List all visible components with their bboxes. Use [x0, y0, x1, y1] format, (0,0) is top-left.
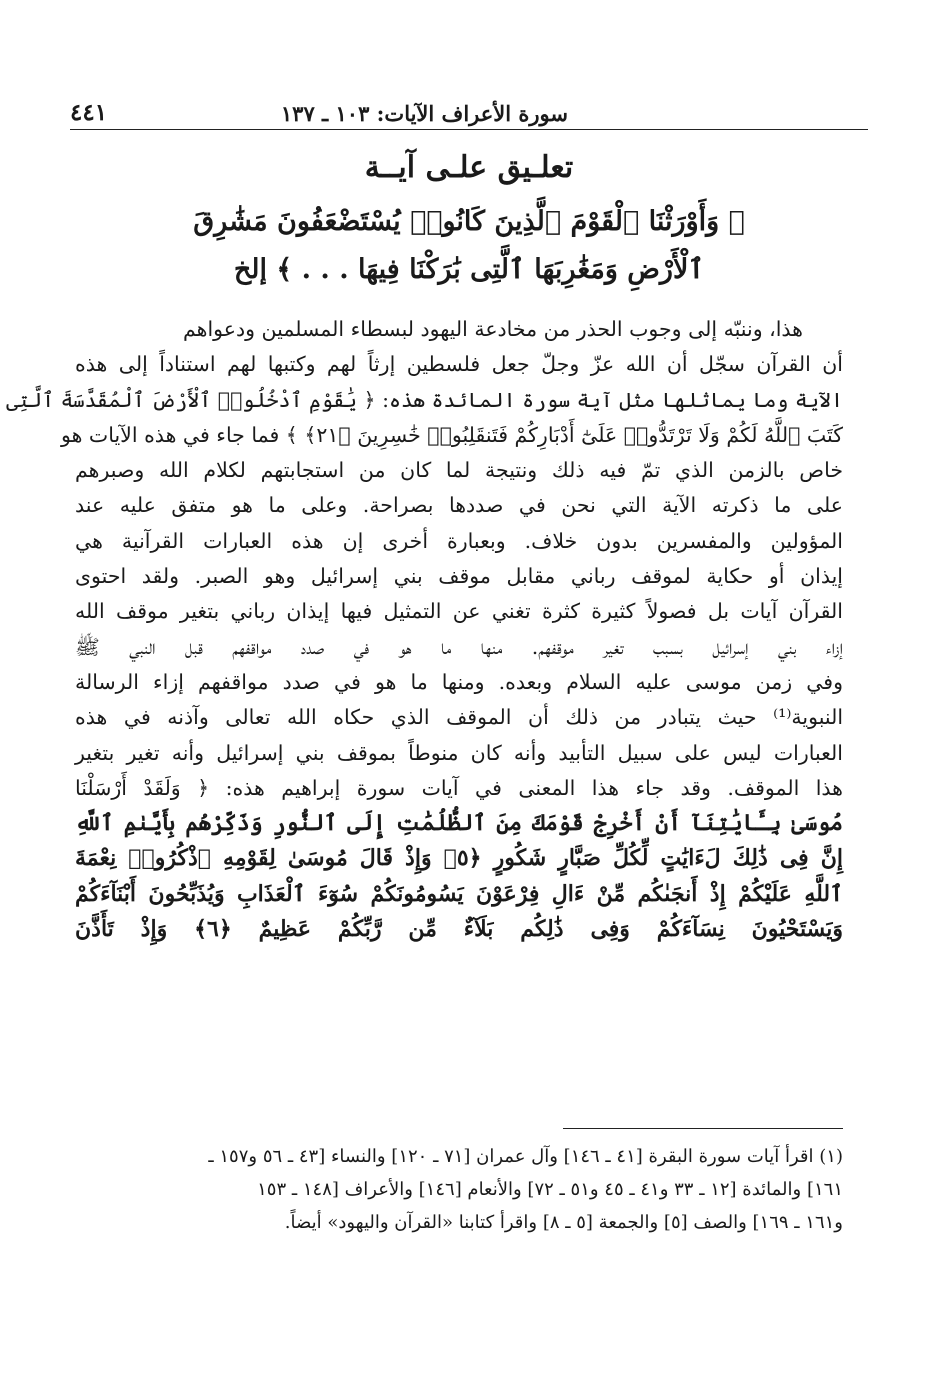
- body-line: أن القرآن سجّل أن الله عزّ وجلّ جعل فلسطين إرثاً لهم وكتبها لهم استناداً إلى هذه: [75, 352, 843, 377]
- footnote-line: و١٦١ ـ ١٦٩] والصف [٥] والجمعة [٥ ـ ٨] واقرأ كتابنا «القرآن واليهود» أيضاً.: [284, 1212, 843, 1233]
- footnotes: [75, 1140, 843, 1239]
- body-line: المؤولين والمفسرين بدون خلاف. وبعبارة أخرى إن هذه العبارات القرآنية هي: [75, 528, 843, 553]
- section-title: تعلـيق علـى آيــة: [364, 150, 574, 185]
- footnote-line: ١٦١] والمائدة [١٢ ـ ٣٣ و٤١ ـ ٤٥ و٥١ ـ ٧٢] والأنعام [١٤٦] والأعراف [١٤٨ ـ ١٥٣: [257, 1179, 843, 1200]
- body-line: على ما ذكرته الآية التي نحن في صددها بصراحة. وعلى ما هو متفق عليه عند: [75, 493, 843, 518]
- body-line: إِنَّ فِى ذَٰلِكَ لَءَايَٰتٍ لِّكُلِّ صَبَّارٍ شَكُورٍ ﴿٥﴾ وَإِذْ قَالَ مُوسَىٰ لِقَوْمِهِ ٱذْكُرُوا۟ نِعْمَةَ: [75, 845, 843, 872]
- body-line: هذا الموقف. وقد جاء هذا المعنى في آيات سورة إبراهيم هذه: ﴿ وَلَقَدْ أَرْسَلْنَا: [75, 775, 843, 800]
- quran-verse-line: ٱلْأَرْضِ وَمَغَٰرِبَهَا ٱلَّتِى بَٰرَكْنَا فِيهَا . . . ﴾ إلخ: [233, 254, 705, 285]
- body-line: ٱللَّهِ عَلَيْكُمْ إِذْ أَنجَىٰكُم مِّنْ ءَالِ فِرْعَوْنَ يَسُومُونَكُمْ سُوٓءَ ٱلْعَذَابِ وَيُذَبِّحُونَ أَبْنَآءَكُمْ: [75, 880, 843, 907]
- body-line: إيذان أو حكاية لموقف رباني مقابل موقف بني إسرائيل وهو الصبر. ولقد احتوى: [75, 564, 843, 589]
- body-line: وَيَسْتَحْيُونَ نِسَآءَكُمْ وَفِى ذَٰلِكُم بَلَآءٌ مِّن رَّبِّكُمْ عَظِيمٌ ﴿٦﴾ وَإِذْ تَأَذَّنَ: [75, 916, 843, 943]
- body-line: وفي زمن موسى عليه السلام وبعده. ومنها ما هو في صدد مواقفهم إزاء الرسالة: [75, 669, 843, 694]
- body-line: مُوسَىٰ بِـَٔايَٰتِنَآ أَنْ أَخْرِجْ قَوْمَكَ مِنَ ٱلظُّلُمَٰتِ إِلَى ٱلنُّورِ وَذَكِّرْهُم بِأَيَّىٰمِ ٱللَّهِ: [75, 810, 843, 837]
- page-number: ٤٤١: [70, 99, 108, 126]
- running-title: سورة الأعراف الآيات: ١٠٣ ـ ١٣٧: [280, 101, 568, 126]
- body-line: النبوية⁽¹⁾ حيث يتبادر من ذلك أن الموقف الذي حكاه الله تعالى وآذنه في هذه: [75, 705, 844, 730]
- body-line: هذا، وننبّه إلى وجوب الحذر من مخادعة اليهود لبسطاء المسلمين ودعواهم: [183, 317, 803, 341]
- footnote-line: (١) اقرأ آيات سورة البقرة [٤١ ـ ١٤٦] وآل عمران [٧١ ـ ١٢٠] والنساء [٤٣ ـ ٥٦ و١٥٧ ـ: [208, 1146, 843, 1167]
- running-header: [70, 86, 868, 126]
- body-line: القرآن آيات بل فصولاً كثيرة كثرة تغني عن التمثيل فيها إيذان رباني بتغير موقف الله: [75, 599, 843, 624]
- body-line: العبارات ليس على سبيل التأبيد وأنه كان منوطاً بموقف بني إسرائيل وأنه تغير بتغير: [75, 740, 843, 765]
- header-rule: [70, 129, 868, 130]
- body-paragraph: [6, 312, 844, 947]
- body-line: خاص بالزمن الذي تمّ فيه ذلك ونتيجة لما كان من استجابتهم لكلام الله وصبرهم: [75, 458, 843, 483]
- footnote-separator: [563, 1128, 843, 1129]
- body-line: إزاء بني إسرائيل بسبب تغير موقفهم. منها ما هو في صدد مواقفهم قبل النبي ﷺ: [75, 634, 843, 659]
- body-line: كَتَبَ ٱللَّهُ لَكُمْ وَلَا تَرْتَدُّوا۟ عَلَىٰٓ أَدْبَارِكُمْ فَتَنقَلِبُوا۟ خَٰسِرِينَ ﴿٢١﴾ ﴾ فما جاء في هذه الآيات هو: [61, 422, 843, 447]
- body-line: الآية وما يماثلها مثل آية سورة المائدة هذه: ﴿ يَٰقَوْمِ ٱدْخُلُوا۟ ٱلْأَرْضَ ٱلْمُقَدَّسَةَ ٱلَّتِى: [6, 387, 843, 412]
- quran-verse-line: ﴿ وَأَوْرَثْنَا ٱلْقَوْمَ ٱلَّذِينَ كَانُوا۟ يُسْتَضْعَفُونَ مَشَٰرِقَ: [193, 206, 745, 237]
